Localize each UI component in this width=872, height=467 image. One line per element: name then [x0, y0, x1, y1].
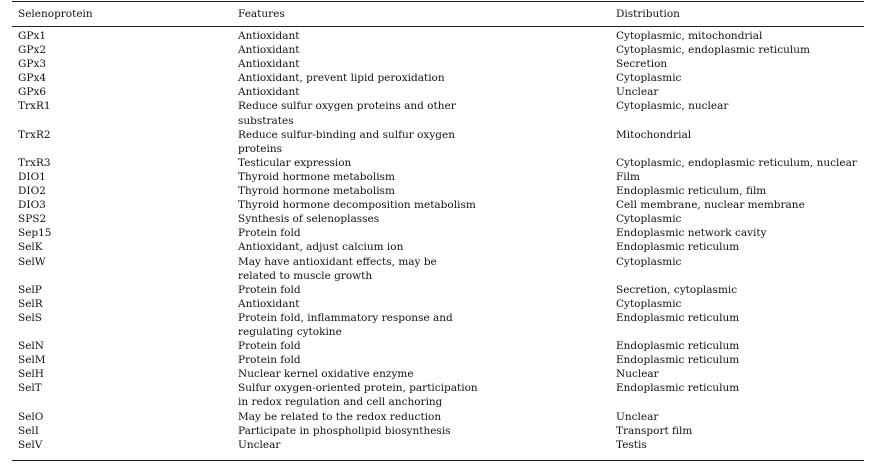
cell-distribution: Endoplasmic reticulum — [616, 311, 740, 324]
table-row — [0, 438, 872, 452]
cell-distribution: Film — [616, 170, 640, 183]
header-distribution: Distribution — [616, 8, 680, 20]
cell-distribution: Endoplasmic reticulum — [616, 340, 740, 353]
cell-selenoprotein: SelI — [18, 424, 39, 437]
table-row — [0, 212, 872, 226]
cell-selenoprotein: SelM — [18, 354, 46, 367]
cell-features: Antioxidant — [238, 30, 300, 42]
cell-selenoprotein: SelP — [18, 283, 42, 296]
cell-features: Thyroid hormone metabolism — [238, 185, 395, 198]
cell-selenoprotein: SelN — [18, 340, 44, 353]
cell-distribution: Unclear — [616, 86, 659, 99]
cell-distribution: Endoplasmic reticulum — [616, 354, 740, 367]
cell-selenoprotein: SelH — [18, 368, 44, 381]
cell-features: Antioxidant — [238, 44, 300, 57]
cell-features: Thyroid hormone decomposition metabolism — [238, 199, 476, 212]
cell-selenoprotein: TrxR1 — [18, 100, 51, 113]
table-row — [0, 283, 872, 297]
table-row — [0, 71, 872, 85]
table-row — [0, 99, 872, 127]
cell-selenoprotein: SelV — [18, 438, 43, 451]
header-selenoprotein: Selenoprotein — [18, 8, 93, 20]
cell-selenoprotein: TrxR3 — [18, 156, 51, 169]
table-row — [0, 226, 872, 240]
table-row — [0, 297, 872, 311]
table-top-rule — [12, 1, 864, 2]
cell-selenoprotein: SelR — [18, 297, 43, 310]
cell-selenoprotein: SelO — [18, 410, 44, 423]
table-bottom-rule — [12, 460, 864, 461]
cell-selenoprotein: GPx6 — [18, 86, 47, 99]
cell-distribution: Endoplasmic reticulum — [616, 241, 740, 254]
table-row — [0, 424, 872, 438]
table-row — [0, 43, 872, 57]
cell-distribution: Endoplasmic reticulum — [616, 382, 740, 395]
table-row — [0, 311, 872, 339]
cell-selenoprotein: Sep15 — [18, 227, 52, 240]
cell-selenoprotein: TrxR2 — [18, 128, 51, 141]
table-row — [0, 85, 872, 99]
table-row — [0, 339, 872, 353]
cell-features: Protein fold — [238, 227, 301, 240]
table-row — [0, 410, 872, 424]
cell-distribution: Cytoplasmic, nuclear — [616, 100, 729, 113]
cell-selenoprotein: DIO2 — [18, 185, 46, 198]
cell-features: Antioxidant — [238, 86, 300, 99]
cell-features: Nuclear kernel oxidative enzyme — [238, 368, 414, 381]
cell-features: Testicular expression — [238, 156, 352, 169]
cell-features: Thyroid hormone metabolism — [238, 170, 395, 183]
cell-distribution: Mitochondrial — [616, 128, 692, 141]
cell-distribution: Cytoplasmic, endoplasmic reticulum — [616, 44, 810, 57]
cell-distribution: Nuclear — [616, 368, 659, 381]
cell-features: Antioxidant, prevent lipid peroxidation — [238, 72, 445, 85]
cell-features: Synthesis of selenoplasses — [238, 213, 380, 226]
cell-features: Protein fold — [238, 340, 301, 353]
cell-distribution: Cytoplasmic, endoplasmic reticulum, nuclear — [616, 156, 857, 169]
cell-features: Antioxidant, adjust calcium ion — [238, 241, 404, 254]
table-row — [0, 381, 872, 409]
cell-distribution: Testis — [616, 438, 647, 451]
table-row — [0, 353, 872, 367]
cell-features: Protein fold — [238, 354, 301, 367]
table-body — [0, 29, 872, 452]
cell-distribution: Cell membrane, nuclear membrane — [616, 199, 805, 212]
cell-features: Participate in phospholipid biosynthesis — [238, 424, 451, 437]
cell-distribution: Cytoplasmic, mitochondrial — [616, 30, 763, 42]
table-row — [0, 255, 872, 283]
cell-selenoprotein: GPx2 — [18, 44, 47, 57]
cell-distribution: Unclear — [616, 410, 659, 423]
table-row — [0, 240, 872, 254]
cell-features: Protein fold, inflammatory response and regulating cytokine — [238, 311, 453, 338]
cell-features: Reduce sulfur oxygen proteins and other substrates — [238, 100, 456, 127]
cell-distribution: Endoplasmic network cavity — [616, 227, 767, 240]
cell-selenoprotein: GPx3 — [18, 58, 47, 71]
table-header-rule — [12, 26, 864, 27]
cell-features: May be related to the redox reduction — [238, 410, 442, 423]
cell-distribution: Cytoplasmic — [616, 255, 682, 268]
cell-distribution: Cytoplasmic — [616, 213, 682, 226]
cell-selenoprotein: GPx1 — [18, 30, 47, 42]
cell-selenoprotein: DIO3 — [18, 199, 46, 212]
cell-features: Reduce sulfur-binding and sulfur oxygen proteins — [238, 128, 455, 155]
table-row — [0, 57, 872, 71]
cell-features: Antioxidant — [238, 297, 300, 310]
cell-distribution: Cytoplasmic — [616, 72, 682, 85]
cell-distribution: Cytoplasmic — [616, 297, 682, 310]
table-row — [0, 170, 872, 184]
table-row — [0, 29, 872, 43]
cell-distribution: Secretion, cytoplasmic — [616, 283, 738, 296]
cell-features: May have antioxidant effects, may be related to muscle growth — [238, 255, 437, 282]
cell-features: Unclear — [238, 438, 281, 451]
table-row — [0, 156, 872, 170]
table-row — [0, 184, 872, 198]
cell-distribution: Endoplasmic reticulum, film — [616, 185, 767, 198]
cell-features: Antioxidant — [238, 58, 300, 71]
header-features: Features — [238, 8, 285, 20]
cell-selenoprotein: SelS — [18, 311, 42, 324]
cell-selenoprotein: SPS2 — [18, 213, 47, 226]
cell-selenoprotein: SelK — [18, 241, 43, 254]
cell-distribution: Secretion — [616, 58, 668, 71]
cell-selenoprotein: SelT — [18, 382, 42, 395]
table-row — [0, 128, 872, 156]
cell-features: Sulfur oxygen-oriented protein, participation in redox regulation and cell anchoring — [238, 382, 478, 409]
table-row — [0, 367, 872, 381]
cell-selenoprotein: GPx4 — [18, 72, 47, 85]
table-row — [0, 198, 872, 212]
cell-selenoprotein: SelW — [18, 255, 46, 268]
cell-features: Protein fold — [238, 283, 301, 296]
cell-selenoprotein: DIO1 — [18, 170, 46, 183]
cell-distribution: Transport film — [616, 424, 693, 437]
